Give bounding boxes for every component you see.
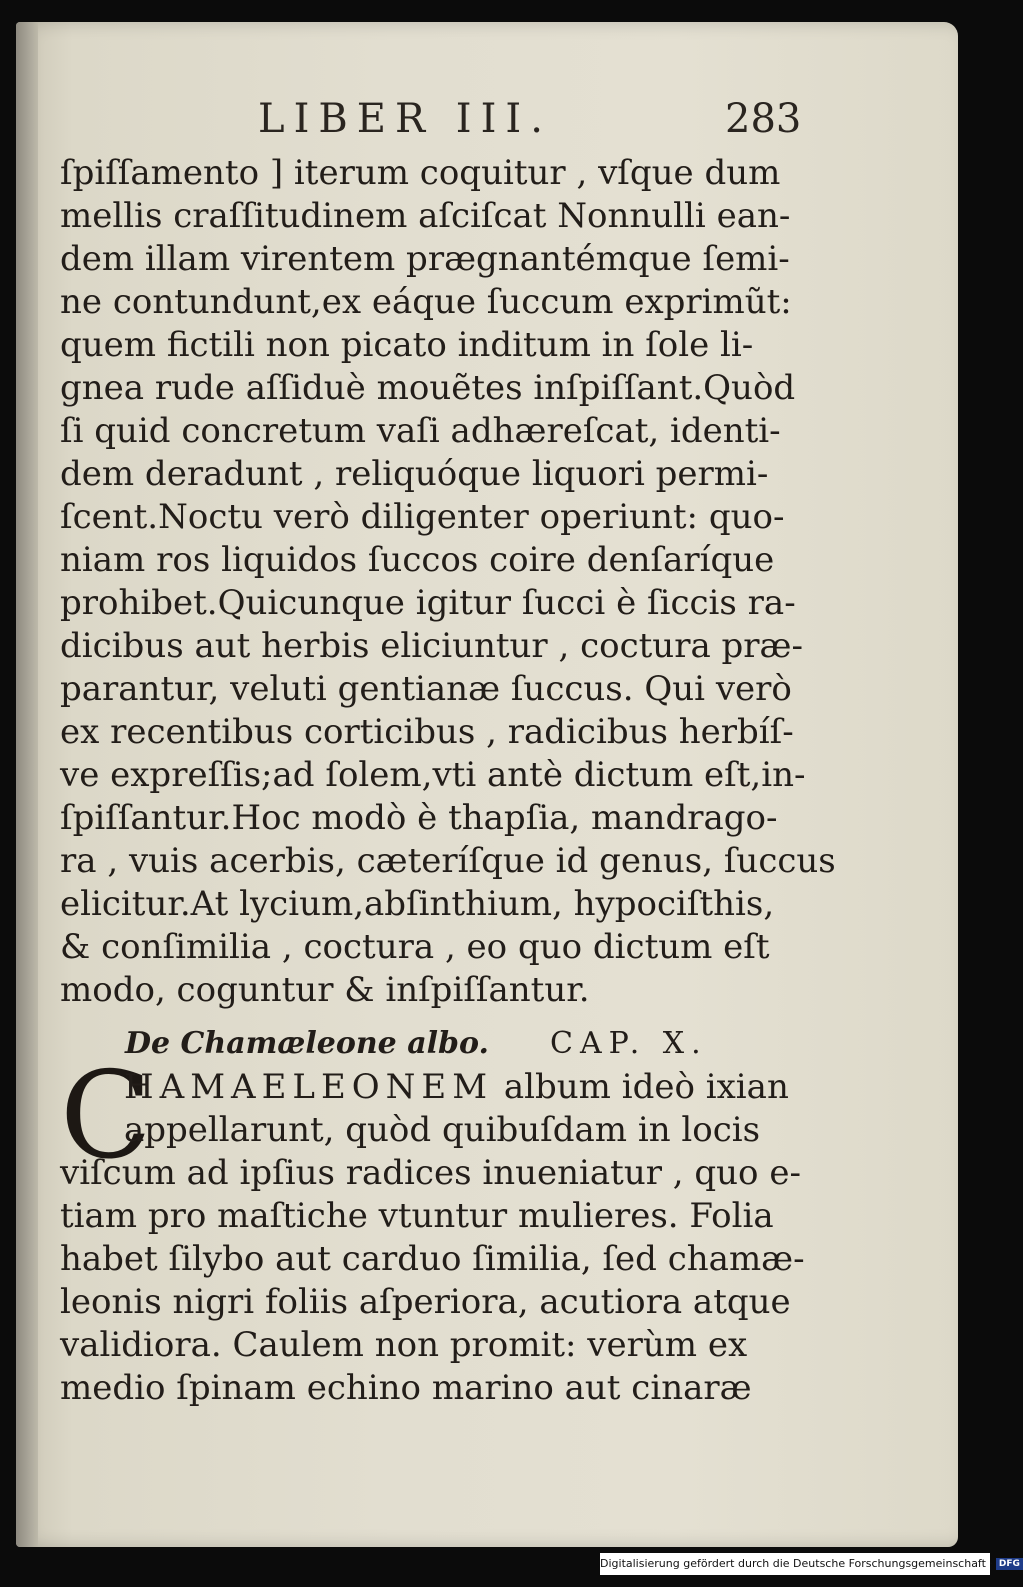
text-line: validiora. Caulem non promit: verùm ex [60,1325,748,1365]
text-line: gnea rude aſſiduè mouẽtes inſpiſſant.Quòd [60,368,796,408]
text-line: mellis craſſitudinem aſciſcat Nonnulli ean- [60,196,791,236]
text-line: ve expreſſis;ad ſolem,vti antè dictum eſt,in- [60,755,806,795]
text-line: ex recentibus corticibus , radicibus herbíſ- [60,712,794,752]
text-line: leonis nigri foliis aſperiora, acutiora atque [60,1282,791,1322]
chapter-title: De Chamæleone albo. [125,1026,489,1061]
chapter-text [60,1066,805,1410]
text-line: niam ros liquidos ſuccos coire denſaríque [60,540,775,580]
text-line: appellarunt, quòd quibuſdam in locis [124,1110,761,1150]
text-line: parantur, veluti gentianæ ſuccus. Qui verò [60,669,792,709]
text-line: & conſimilia , coctura , eo quo dictum eſt [60,927,770,967]
text-line: ne contundunt,ex eáque ſuccum exprimũt: [60,282,792,322]
credit-text: Digitalisierung gefördert durch die Deutsche Forschungsgemeinschaft · [600,1557,993,1570]
drop-cap: C [60,1047,152,1186]
body-text [60,152,836,1012]
chapter-first-word: HAMAELEONEM [124,1067,494,1107]
text-line: ſpiſſamento ] iterum coquitur , vſque dum [60,153,781,193]
text-line: ſi quid concretum vaſi adhæreſcat, identi- [60,411,781,451]
chapter-heading [125,1026,725,1061]
page-gutter [16,22,38,1547]
text-line: quem fictili non picato inditum in ſole li- [60,325,754,365]
text-line: viſcum ad ipſius radices inueniatur , quo e- [60,1153,801,1193]
text-line: dem deradunt , reliquóque liquori permi- [60,454,769,494]
text-line: dem illam virentem prægnantémque ſemi- [60,239,790,279]
chapter-first-line [60,1066,790,1109]
text-line: medio ſpinam echino marino aut cinaræ [60,1368,752,1408]
text-line: ſcent.Noctu verò diligenter operiunt: quo- [60,497,785,537]
text-line: tiam pro maſtiche vtuntur mulieres. Folia [60,1196,774,1236]
text-line: dicibus aut herbis eliciuntur , coctura præ- [60,626,804,666]
text-line: habet ſilybo aut carduo ſimilia, ſed chamæ- [60,1239,805,1279]
digitization-credit [600,1553,1020,1575]
chapter-number: CAP. X. [550,1026,708,1061]
running-head: LIBER III. [258,96,552,142]
text-line: ra , vuis acerbis, cæteríſque id genus, ſuccus [60,841,836,881]
page-number: 283 [725,96,802,142]
text-line: ſpiſſantur.Hoc modò è thapſia, mandrago- [60,798,778,838]
text-line: modo, coguntur & inſpiſſantur. [60,970,590,1010]
text-line: prohibet.Quicunque igitur ſucci è ſiccis ra- [60,583,796,623]
dfg-logo: DFG [996,1558,1023,1570]
text-line: elicitur.At lycium,abſinthium, hypociſthis, [60,884,775,924]
chapter-first-line-rest: album ideò ixian [493,1067,789,1107]
